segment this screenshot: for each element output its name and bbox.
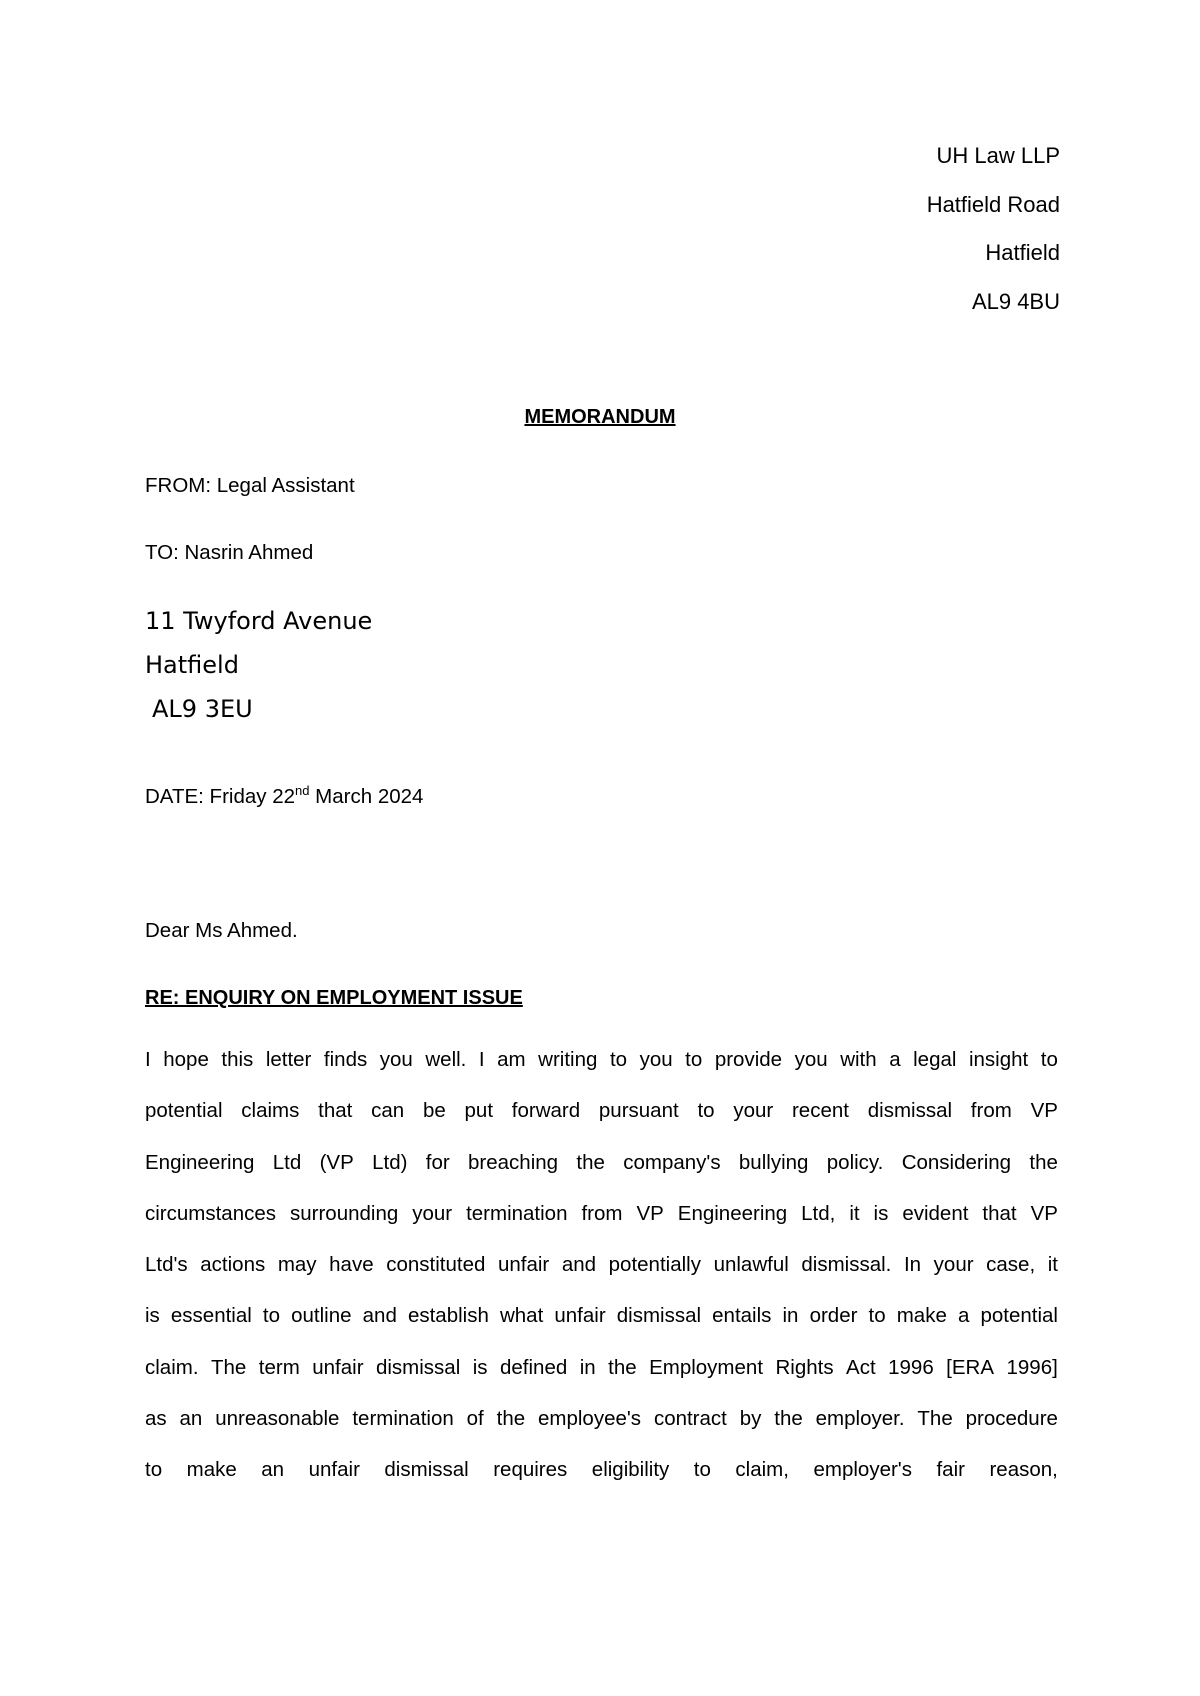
body-word: potential [980, 1304, 1058, 1328]
body-word: circumstances [145, 1201, 277, 1225]
body-word: dismissal [616, 1304, 702, 1328]
body-word: unfair [497, 1253, 550, 1277]
body-word: put [464, 1099, 494, 1123]
body-word: VP [636, 1201, 664, 1225]
body-word: Ltd's [145, 1253, 188, 1277]
body-word: to [868, 1304, 886, 1328]
body-word: forward [511, 1099, 581, 1123]
body-word: defined [499, 1355, 568, 1379]
body-word: the [576, 1150, 605, 1174]
body-word: unreasonable [215, 1407, 340, 1431]
body-word: Engineering [145, 1150, 255, 1174]
body-word: that [982, 1201, 1017, 1225]
body-word: claims [241, 1099, 300, 1123]
body-word: the [608, 1355, 637, 1379]
body-word: Act [846, 1355, 876, 1379]
recipient-postcode: AL9 3EU [152, 695, 253, 723]
body-word: Ltd [272, 1150, 302, 1174]
body-word: pursuant [598, 1099, 679, 1123]
body-word: in [782, 1304, 799, 1328]
body-word: is [472, 1355, 488, 1379]
body-word: employee's [538, 1407, 642, 1431]
body-word: this [221, 1048, 254, 1071]
body-word: in [579, 1355, 596, 1379]
body-word: I [478, 1048, 485, 1071]
body-word: for [425, 1150, 450, 1174]
body-word: fair [936, 1458, 965, 1482]
body-word: and [561, 1253, 597, 1277]
body-line-9 [145, 1457, 1058, 1508]
body-word: from [970, 1099, 1012, 1123]
body-word: it [1047, 1253, 1058, 1277]
body-line-6 [145, 1303, 1058, 1354]
body-word: make [186, 1458, 237, 1482]
body-word: (VP [319, 1150, 354, 1174]
body-word: to [1040, 1048, 1058, 1071]
body-word: a [957, 1304, 970, 1328]
body-word: unfair [554, 1304, 606, 1328]
body-word: make [896, 1304, 947, 1328]
sender-firm-name: UH Law LLP [936, 143, 1060, 168]
body-word: am [497, 1048, 526, 1071]
body-word: claim, [735, 1458, 789, 1482]
body-word: [ERA [946, 1355, 995, 1379]
body-word: contract [653, 1407, 727, 1431]
body-word: employer. [815, 1407, 905, 1431]
body-word: to [697, 1099, 715, 1123]
body-word: the [496, 1407, 526, 1431]
body-line-8 [145, 1406, 1058, 1457]
from-field: FROM: Legal Assistant [145, 474, 355, 497]
body-word: to [262, 1304, 281, 1328]
body-word: outline [291, 1304, 352, 1328]
body-word: claim. [145, 1355, 199, 1379]
sender-postcode: AL9 4BU [971, 288, 1060, 314]
body-word: entails [712, 1304, 772, 1328]
body-word: you [639, 1048, 673, 1071]
body-word: employer's [813, 1458, 912, 1482]
body-word: of [466, 1407, 484, 1431]
body-line-5 [145, 1252, 1058, 1303]
body-line-1 [145, 1047, 1058, 1098]
body-word: order [809, 1304, 858, 1328]
sender-address [927, 144, 1060, 338]
body-word: finds [323, 1048, 368, 1071]
body-word: Engineering [677, 1201, 788, 1225]
memo-title: MEMORANDUM [524, 406, 676, 428]
body-word: potential [145, 1099, 223, 1123]
body-word: case, [986, 1253, 1036, 1277]
body-word: you [379, 1048, 413, 1071]
letter-body [145, 1047, 1058, 1509]
salutation: Dear Ms Ahmed. [145, 919, 298, 942]
body-word: 1996 [888, 1355, 934, 1379]
body-word: essential [170, 1304, 252, 1328]
body-word: breaching [468, 1150, 559, 1174]
body-word: establish [407, 1304, 489, 1328]
body-word: provide [714, 1048, 783, 1071]
body-word: requires [493, 1458, 568, 1482]
body-word: VP [1030, 1201, 1058, 1225]
body-word: unfair [308, 1458, 360, 1482]
body-word: I [145, 1048, 151, 1071]
body-word: writing [538, 1048, 598, 1071]
body-word: dismissal [375, 1355, 461, 1379]
to-field: TO: Nasrin Ahmed [145, 541, 314, 564]
body-word: procedure [965, 1407, 1058, 1431]
body-word: may [277, 1253, 317, 1277]
body-word: bullying [738, 1150, 809, 1174]
body-word: eligibility [591, 1458, 670, 1482]
body-word: an [179, 1407, 203, 1431]
body-word: reason, [989, 1458, 1058, 1482]
body-word: what [499, 1304, 544, 1328]
body-word: Employment [649, 1355, 764, 1379]
body-word: hope [163, 1048, 209, 1071]
body-line-4 [145, 1201, 1058, 1252]
body-word: company's [623, 1150, 721, 1174]
body-word: legal [913, 1048, 957, 1071]
body-word: Rights [775, 1355, 834, 1379]
body-word: it [849, 1201, 860, 1225]
body-word: letter [265, 1048, 312, 1071]
recipient-town: Hatfield [145, 651, 239, 679]
body-word: Ltd) [372, 1150, 408, 1174]
body-word: to [685, 1048, 703, 1071]
body-word: to [693, 1458, 711, 1482]
body-word: an [261, 1458, 285, 1482]
body-word: The [917, 1407, 953, 1431]
body-word: your [933, 1253, 974, 1277]
body-word: unlawful [713, 1253, 789, 1277]
body-word: In [903, 1253, 922, 1277]
recipient-street: 11 Twyford Avenue [145, 607, 373, 635]
body-line-7 [145, 1355, 1058, 1406]
body-word: the [774, 1407, 803, 1431]
body-word: can [371, 1099, 405, 1123]
body-word: a [889, 1048, 901, 1071]
body-word: termination [352, 1407, 454, 1431]
body-word: The [211, 1355, 247, 1379]
body-word: be [422, 1099, 446, 1123]
body-word: 1996] [1006, 1355, 1058, 1379]
subject-line: RE: ENQUIRY ON EMPLOYMENT ISSUE [145, 987, 523, 1009]
body-word: insight [968, 1048, 1029, 1071]
body-word: Considering [901, 1150, 1012, 1174]
body-word: Ltd, [801, 1201, 836, 1225]
sender-street: Hatfield Road [926, 191, 1060, 217]
body-word: have [329, 1253, 374, 1277]
body-word: to [609, 1048, 628, 1071]
body-word: dismissal [867, 1099, 953, 1123]
body-word: dismissal [384, 1458, 469, 1482]
body-word: your [412, 1201, 453, 1225]
body-word: term [258, 1355, 300, 1379]
date-rest: March 2024 [309, 785, 424, 808]
body-word: recent [791, 1099, 849, 1123]
recipient-address [145, 606, 372, 738]
body-word: to [145, 1458, 163, 1482]
body-word: constituted [386, 1253, 486, 1277]
body-word: dismissal. [801, 1253, 892, 1277]
body-word: VP [1030, 1099, 1058, 1123]
date-ordinal-suffix: nd [295, 783, 310, 798]
body-word: with [840, 1048, 877, 1071]
body-word: surrounding [289, 1201, 399, 1225]
body-word: unfair [312, 1355, 364, 1379]
body-word: by [739, 1407, 762, 1431]
body-line-3 [145, 1150, 1058, 1201]
body-word: actions [200, 1253, 266, 1277]
body-word: evident [902, 1201, 969, 1225]
body-word: you [794, 1048, 828, 1071]
body-word: as [145, 1407, 167, 1431]
date-prefix: DATE: Friday 22 [145, 785, 295, 808]
body-word: policy. [826, 1150, 884, 1174]
body-word: and [362, 1304, 397, 1328]
body-word: termination [466, 1201, 568, 1225]
body-word: from [581, 1201, 623, 1225]
body-word: is [873, 1201, 889, 1225]
body-word: potentially [608, 1253, 701, 1277]
body-line-2 [145, 1098, 1058, 1149]
sender-town: Hatfield [985, 240, 1060, 265]
date-field [145, 785, 423, 809]
body-word: the [1029, 1150, 1058, 1174]
body-word: is [145, 1304, 160, 1328]
body-word: well. [425, 1048, 467, 1071]
body-word: that [318, 1099, 353, 1123]
body-word: your [733, 1099, 774, 1123]
